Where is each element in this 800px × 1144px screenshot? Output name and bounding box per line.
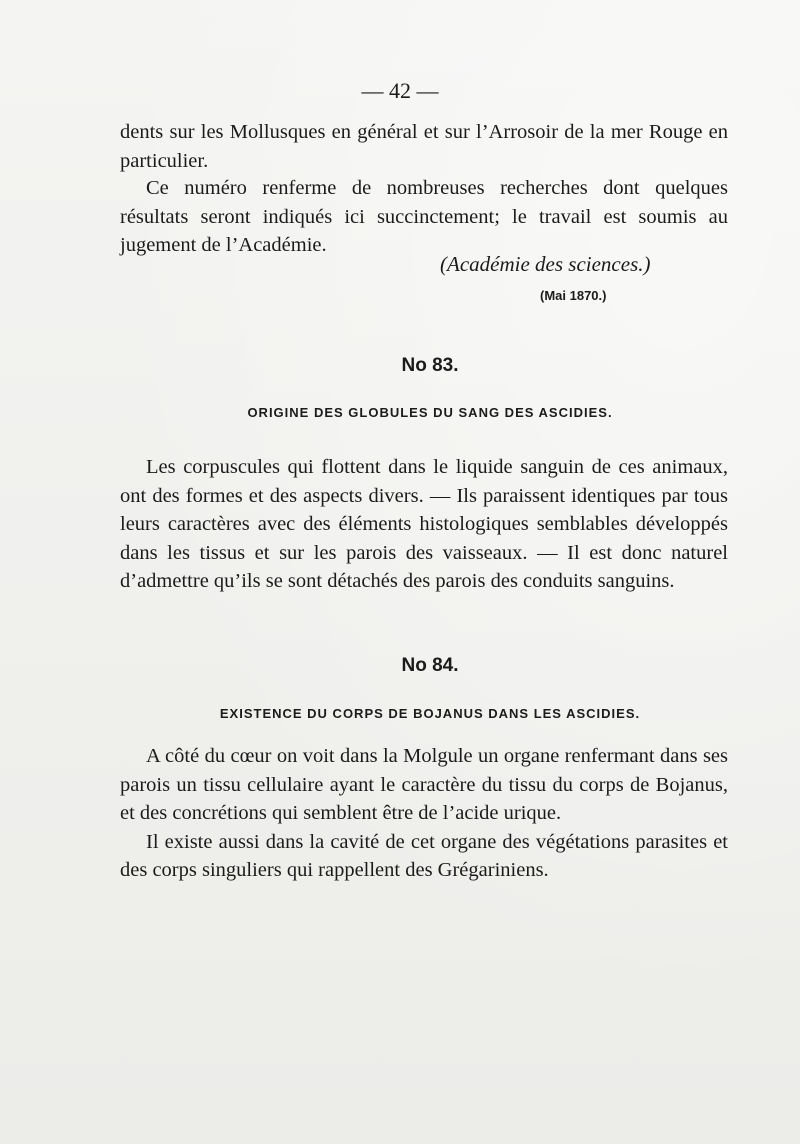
- entry-title: ORIGINE DES GLOBULES DU SANG DES ASCIDIES.: [247, 405, 613, 420]
- entry-body: [120, 453, 728, 596]
- entry-number: No 84.: [401, 655, 459, 676]
- source-date: (Mai 1870.): [540, 288, 607, 303]
- entry-title: EXISTENCE DU CORPS DE BOJANUS DANS LES ASCIDIES.: [219, 706, 641, 721]
- paragraph-continuation: [120, 118, 728, 175]
- source-citation: (Académie des sciences.): [440, 252, 651, 276]
- paragraph-summary: [120, 174, 728, 260]
- paragraph-text: dents sur les Mollusques en général et sur l’Arrosoir de la mer Rouge en particulier.: [120, 121, 728, 172]
- page-number: — 42 —: [361, 78, 439, 103]
- entry-body: [120, 742, 728, 885]
- paragraph-text: Il existe aussi dans la cavité de cet organe des végétations parasites et des corps singuliers qui rappellent des Grégariniens.: [120, 830, 728, 881]
- paragraph-text: Ce numéro renferme de nombreuses recherches dont quelques résultats seront indiqués ici succinctement; le travail est soumis au jugement de l’Académie.: [120, 177, 728, 256]
- entry-number: No 83.: [401, 355, 459, 376]
- paragraph-text: A côté du cœur on voit dans la Molgule un organe renfermant dans ses parois un tissu cellulaire ayant le caractère du tissu du corps de Bojanus, et des concrétions qui semblent être de l’acide urique.: [120, 745, 728, 824]
- paragraph-text: Les corpuscules qui flottent dans le liquide sanguin de ces animaux, ont des formes et des aspects divers. — Ils paraissent identiques par tous leurs caractères avec des éléments histologiques semblables développés dans les tissus et sur les parois des vaisseaux. — Il est donc naturel d’admettre qu’ils se sont détachés des parois des conduits sanguins.: [120, 456, 728, 592]
